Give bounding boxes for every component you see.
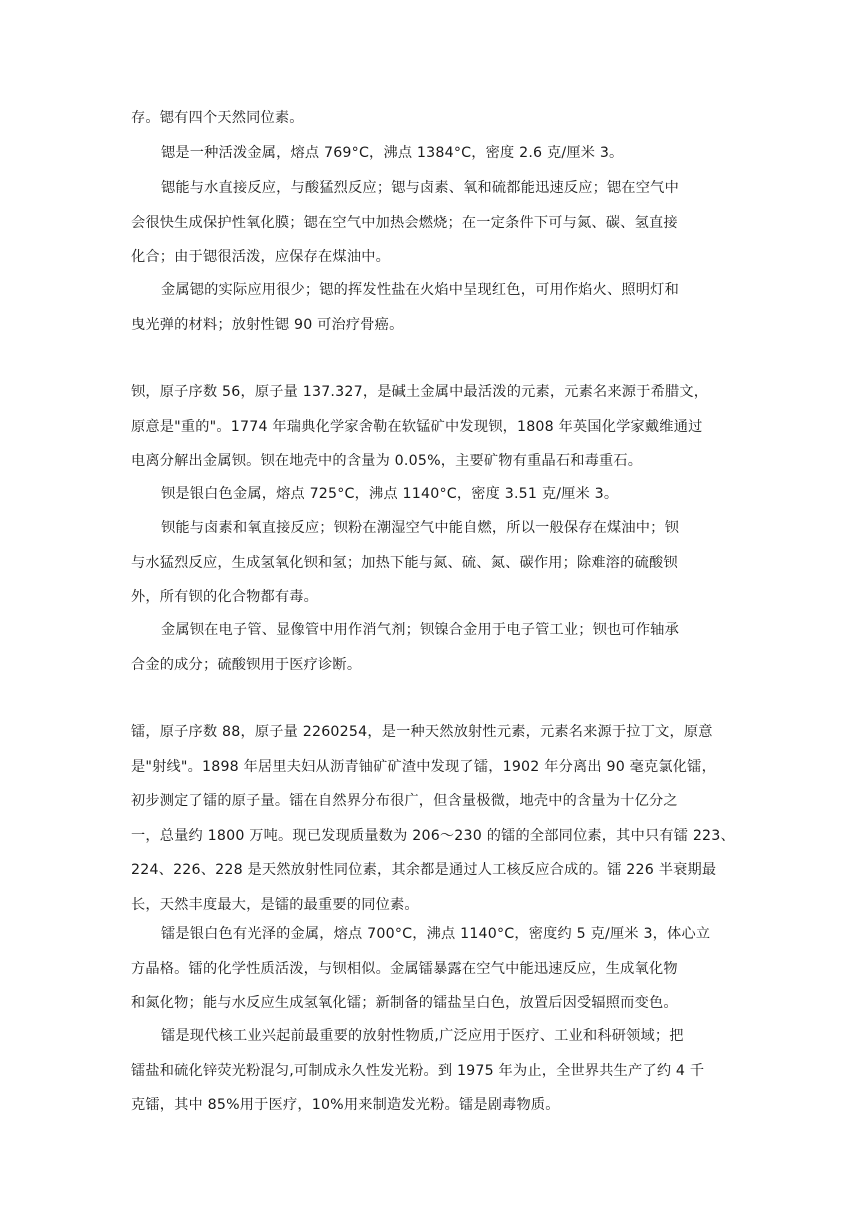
paragraph-strontium-reactions bbox=[131, 171, 741, 275]
text-line: 一，总量约 1800 万吨。现已发现质量数为 206～230 的镭的全部同位素，其中只有镭 223、 bbox=[131, 827, 735, 844]
text-line: 合金的成分；硫酸钡用于医疗诊断。 bbox=[131, 656, 362, 673]
text-line: 存。锶有四个天然同位素。 bbox=[131, 110, 304, 126]
text-line: 会很快生成保护性氧化膜；锶在空气中加热会燃烧；在一定条件下可与氮、碳、氢直接 bbox=[131, 214, 678, 231]
text-line: 钡是银白色金属，熔点 725°C，沸点 1140°C，密度 3.51 克/厘米 3。 bbox=[161, 486, 619, 502]
text-line: 钡能与卤素和氧直接反应；钡粉在潮湿空气中能自燃，所以一般保存在煤油中；钡 bbox=[161, 520, 679, 536]
paragraph-barium-intro bbox=[131, 375, 741, 479]
text-line: 与水猛烈反应，生成氢氧化钡和氢；加热下能与氮、硫、氮、碳作用；除难溶的硫酸钡 bbox=[131, 554, 678, 571]
paragraph-strontium-uses bbox=[131, 273, 741, 342]
text-line: 是"射线"。1898 年居里夫妇从沥青铀矿矿渣中发现了镭，1902 年分离出 90 毫克氯化镭， bbox=[131, 758, 716, 775]
text-line: 初步测定了镭的原子量。镭在自然界分布很广，但含量极微，地壳中的含量为十亿分之 bbox=[131, 793, 678, 810]
paragraph-radium-properties bbox=[131, 917, 741, 1021]
text-line: 镭，原子序数 88，原子量 2260254，是一种天然放射性元素，元素名来源于拉丁文，原意 bbox=[131, 724, 713, 740]
text-line: 和氮化物；能与水反应生成氢氧化镭；新制备的镭盐呈白色，放置后因受辐照而变色。 bbox=[131, 995, 678, 1012]
text-line: 金属锶的实际应用很少；锶的挥发性盐在火焰中呈现红色，可用作焰火、照明灯和 bbox=[161, 282, 679, 298]
text-line: 曳光弹的材料；放射性锶 90 可治疗骨癌。 bbox=[131, 316, 404, 333]
text-line: 化合；由于锶很活泼，应保存在煤油中。 bbox=[131, 249, 390, 266]
text-line: 镭是现代核工业兴起前最重要的放射性物质,广泛应用于医疗、工业和科研领域；把 bbox=[161, 1028, 684, 1044]
text-line: 原意是"重的"。1774 年瑞典化学家舍勒在软锰矿中发现钡，1808 年英国化学家戴维通过 bbox=[131, 418, 703, 435]
paragraph-radium-intro bbox=[131, 715, 741, 923]
text-line: 外，所有钡的化合物都有毒。 bbox=[131, 589, 319, 606]
text-line: 镭盐和硫化锌荧光粉混匀,可制成永久性发光粉。到 1975 年为止，全世界共生产了约 4 千 bbox=[131, 1062, 705, 1079]
paragraph-barium-properties bbox=[131, 477, 741, 512]
text-line: 镭是银白色有光泽的金属，熔点 700°C，沸点 1140°C，密度约 5 克/厘米 3，体心立 bbox=[161, 926, 711, 942]
paragraph-barium-uses bbox=[131, 613, 741, 682]
text-line: 锶能与水直接反应，与酸猛烈反应；锶与卤素、氧和硫都能迅速反应；锶在空气中 bbox=[161, 180, 679, 196]
text-line: 电离分解出金属钡。钡在地壳中的含量为 0.05%，主要矿物有重晶石和毒重石。 bbox=[131, 453, 643, 470]
text-line: 锶是一种活泼金属，熔点 769°C，沸点 1384°C，密度 2.6 克/厘米 3。 bbox=[161, 145, 624, 161]
text-line: 金属钡在电子管、显像管中用作消气剂；钡镍合金用于电子管工业；钡也可作轴承 bbox=[161, 622, 679, 638]
text-line: 长，天然丰度最大，是镭的最重要的同位素。 bbox=[131, 896, 419, 913]
text-line: 方晶格。镭的化学性质活泼，与钡相似。金属镭暴露在空气中能迅速反应，生成氧化物 bbox=[131, 960, 678, 977]
text-line: 224、226、228 是天然放射性同位素，其余都是通过人工核反应合成的。镭 226 半衰期最 bbox=[131, 862, 717, 879]
text-line: 克镭，其中 85%用于医疗，10%用来制造发光粉。镭是剧毒物质。 bbox=[131, 1097, 560, 1114]
paragraph-strontium-isotopes bbox=[131, 101, 741, 136]
paragraph-radium-uses bbox=[131, 1019, 741, 1123]
paragraph-strontium-properties bbox=[131, 136, 741, 171]
text-line: 钡，原子序数 56，原子量 137.327，是碱土金属中最活泼的元素，元素名来源于希腊文， bbox=[131, 384, 709, 400]
paragraph-barium-reactions bbox=[131, 511, 741, 615]
